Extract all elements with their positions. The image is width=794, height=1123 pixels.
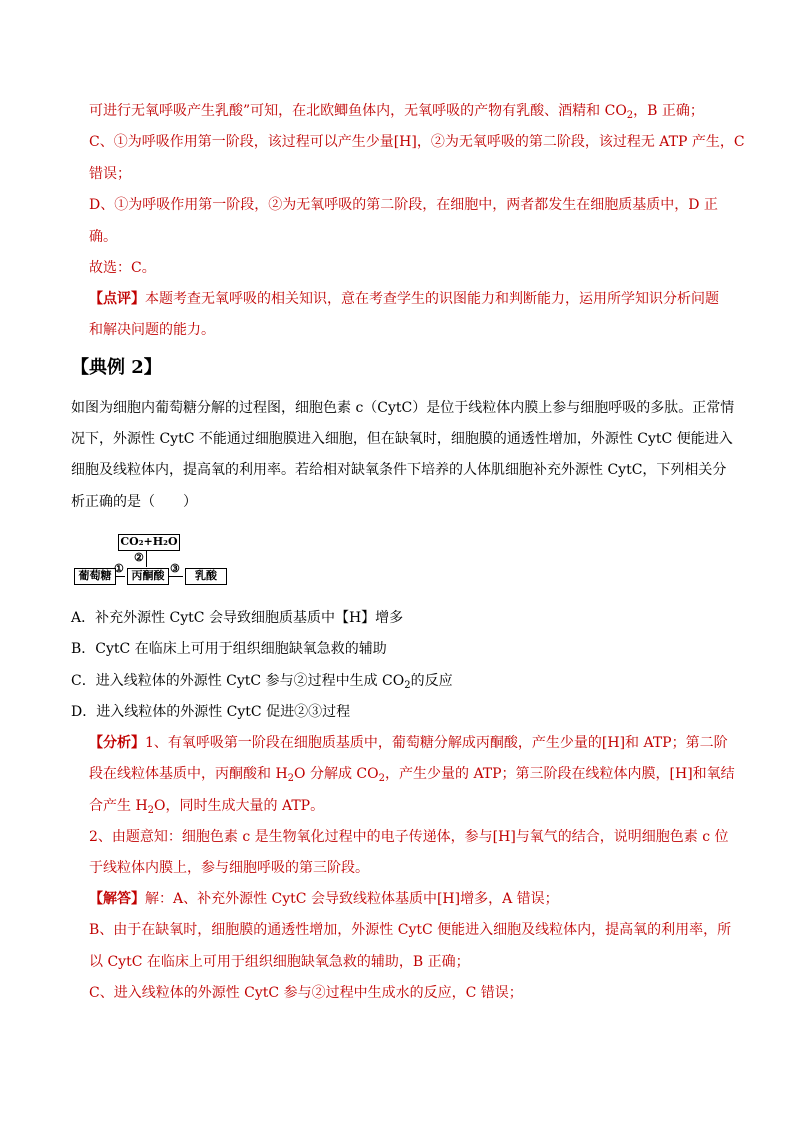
question-line-4: 析正确的是（ ） bbox=[71, 494, 197, 510]
glucose-diagram bbox=[70, 530, 270, 590]
analysis-line-5: 确。 bbox=[89, 229, 117, 245]
analysis-2-line-2: 段在线粒体基质中，丙酮酸和 $H_2O$ 分解成 $CO_2$，产生少量的 ATP；第三阶段在线粒体内膜，[H]和氧结 bbox=[89, 766, 735, 784]
option-c: C．进入线粒体的外源性 CytC 参与②过程中生成 $CO_2$的反应 bbox=[71, 673, 453, 691]
step-3-label: ③ bbox=[170, 562, 180, 575]
option-b: B．CytC 在临床上可用于组织细胞缺氧急救的辅助 bbox=[71, 641, 387, 657]
step-1-label: ① bbox=[114, 562, 124, 575]
arrow-line-2 bbox=[146, 550, 147, 567]
answer-line-1: 【解答】解：A、补充外源性 CytC 会导致线粒体基质中[H]增多，A 错误； bbox=[89, 891, 559, 907]
option-a: A．补充外源性 CytC 会导致细胞质基质中【H】增多 bbox=[71, 610, 404, 626]
analysis-2-line-3: 合产生 $H_2O$，同时生成大量的 ATP。 bbox=[89, 798, 325, 816]
question-line-3: 细胞及线粒体内，提高氧的利用率。若给相对缺氧条件下培养的人体肌细胞补充外源性 CytC，下列相关分 bbox=[71, 462, 727, 478]
answer-line-3: 以 CytC 在临床上可用于组织细胞缺氧急救的辅助，B 正确； bbox=[89, 954, 470, 970]
analysis-line-2: C、①为呼吸作用第一阶段，该过程可以产生少量[H]，②为无氧呼吸的第二阶段，该过程无 ATP 产生，C bbox=[89, 134, 745, 150]
step-2-label: ② bbox=[134, 551, 144, 564]
option-d: D．进入线粒体的外源性 CytC 促进②③过程 bbox=[71, 704, 351, 720]
arrow-line-1 bbox=[116, 576, 125, 577]
diagram-box-pyruvate: 丙酮酸 bbox=[127, 568, 169, 585]
diagram-box-lactate: 乳酸 bbox=[185, 568, 227, 585]
analysis-2-line-5: 于线粒体内膜上，参与细胞呼吸的第三阶段。 bbox=[89, 860, 369, 876]
analysis-2-line-4: 2、由题意知：细胞色素 c 是生物氧化过程中的电子传递体，参与[H]与氧气的结合，说明细胞色素 c 位 bbox=[89, 829, 729, 845]
answer-line-2: B、由于在缺氧时，细胞膜的通透性增加，外源性 CytC 便能进入细胞及线粒体内，提高氧的利用率，所 bbox=[89, 922, 732, 938]
example-heading: 【典例 2】 bbox=[71, 357, 162, 378]
diagram-box-co2-h2o: CO₂+H₂O bbox=[118, 534, 180, 551]
analysis-line-3: 错误； bbox=[89, 166, 131, 182]
arrow-line-3 bbox=[169, 576, 183, 577]
analysis-2-line-1: 【分析】1、有氧呼吸第一阶段在细胞质基质中，葡萄糖分解成丙酮酸，产生少量的[H]和 ATP；第二阶 bbox=[89, 735, 728, 751]
answer-line-4: C、进入线粒体的外源性 CytC 参与②过程中生成水的反应，C 错误； bbox=[89, 985, 523, 1001]
question-line-2: 况下，外源性 CytC 不能通过细胞膜进入细胞，但在缺氧时，细胞膜的通透性增加，外源性 CytC 便能进入 bbox=[71, 431, 733, 447]
comment-line-1: 【点评】本题考查无氧呼吸的相关知识，意在考查学生的识图能力和判断能力，运用所学知识分析问题 bbox=[89, 291, 719, 307]
question-line-1: 如图为细胞内葡萄糖分解的过程图，细胞色素 c（CytC）是位于线粒体内膜上参与细胞呼吸的多肽。正常情 bbox=[71, 400, 735, 416]
analysis-line-4: D、①为呼吸作用第一阶段，②为无氧呼吸的第二阶段，在细胞中，两者都发生在细胞质基质中，D 正 bbox=[89, 197, 718, 213]
diagram-box-glucose: 葡萄糖 bbox=[74, 568, 116, 585]
analysis-line-6: 故选：C。 bbox=[89, 260, 156, 276]
analysis-line-1: 可进行无氧呼吸产生乳酸”可知，在北欧鲫鱼体内，无氧呼吸的产物有乳酸、酒精和 $CO_2$，B 正确； bbox=[89, 103, 704, 121]
comment-line-2: 和解决问题的能力。 bbox=[89, 322, 215, 338]
